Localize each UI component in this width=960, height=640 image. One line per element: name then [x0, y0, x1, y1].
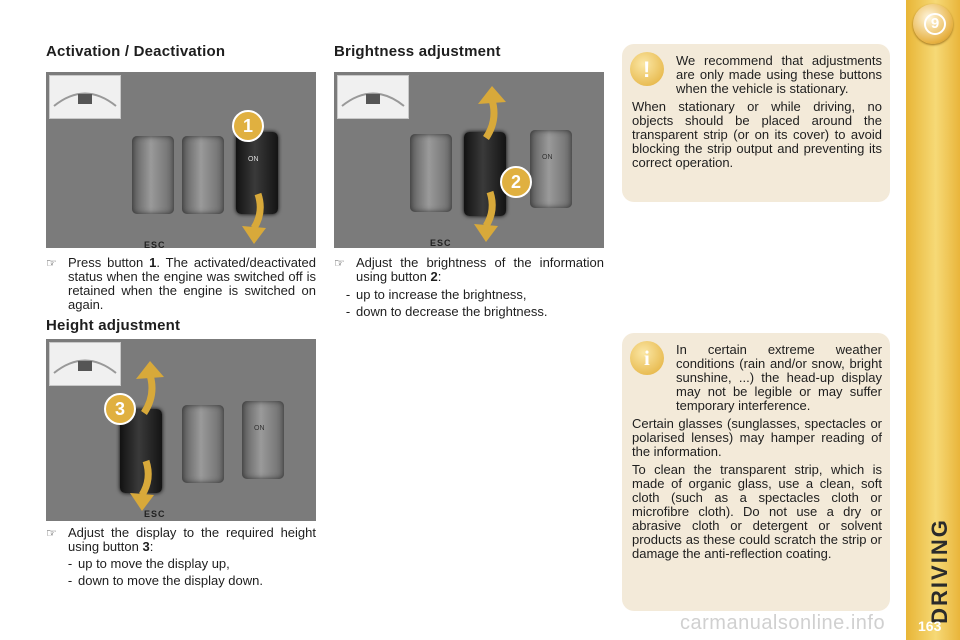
info-box: [622, 333, 890, 611]
warning-icon: !: [630, 52, 664, 86]
activation-photo: [46, 72, 316, 248]
arrow-down-icon: [238, 192, 274, 246]
brightness-up-item: up to increase the brightness,: [356, 287, 527, 302]
callout-1: 1: [232, 110, 264, 142]
brightness-down-item: down to decrease the brightness.: [356, 304, 548, 319]
info-text: In certain extreme weather conditions (rain and/or snow, bright sunshine, ...) the head-up display may not be legible or may suffer temporary interference.: [676, 342, 882, 413]
hud-button-1: ON: [236, 132, 278, 214]
dashboard-inset: [49, 75, 121, 119]
warning-text: We recommend that adjustments are only made using these buttons when the vehicle is stationary.: [676, 53, 882, 96]
height-down-item: down to move the display down.: [78, 573, 263, 588]
arrow-down-icon: [470, 190, 506, 244]
chapter-badge: 9: [913, 4, 953, 44]
height-title: Height adjustment: [46, 317, 181, 334]
warning-text-2: When stationary or while driving, no objects should be placed around the transparent strip (or on its cover) to avoid blocking the strip output and preventing its correct operation.: [632, 99, 882, 170]
watermark: carmanualsonline.info: [680, 612, 886, 634]
info-icon: i: [630, 341, 664, 375]
chapter-label: DRIVING: [926, 518, 952, 624]
activation-bullet: ☞ Press button 1. The activated/deactivated status when the engine was switched off is retained when the engine is switched on again.: [46, 255, 316, 312]
esc-label: ESC: [144, 240, 166, 248]
arrow-up-icon: [474, 84, 510, 140]
height-instructions: ☞ Adjust the display to the required height using button 3: - up to move the display up, - down to move the display down.: [46, 525, 316, 588]
arrow-down-icon: [126, 459, 162, 513]
warning-box: [622, 44, 890, 202]
brightness-title: Brightness adjustment: [334, 43, 501, 60]
brightness-photo: ON ESC 2: [334, 72, 604, 248]
callout-3: 3: [104, 393, 136, 425]
callout-2: 2: [500, 166, 532, 198]
arrow-up-icon: [132, 359, 168, 415]
height-photo: ON ESC 3: [46, 339, 316, 521]
info-text-3: To clean the transparent strip, which is made of organic glass, use a clean, soft cloth (such as a spectacles cloth or microfibre cloth). Do not use a dry or abrasive cloth or detergent or solvent products as these could scratch the strip or damage the anti-reflection coating.: [632, 462, 882, 561]
height-up-item: up to move the display up,: [78, 556, 230, 571]
activation-title: Activation / Deactivation: [46, 43, 226, 60]
page-number: 163: [918, 618, 942, 634]
brightness-instructions: ☞ Adjust the brightness of the information using button 2: - up to increase the brightness, - down to decrease the brightness.: [334, 255, 604, 319]
info-text-2: Certain glasses (sunglasses, spectacles or polarised lenses) may hamper reading of the information.: [632, 416, 882, 459]
